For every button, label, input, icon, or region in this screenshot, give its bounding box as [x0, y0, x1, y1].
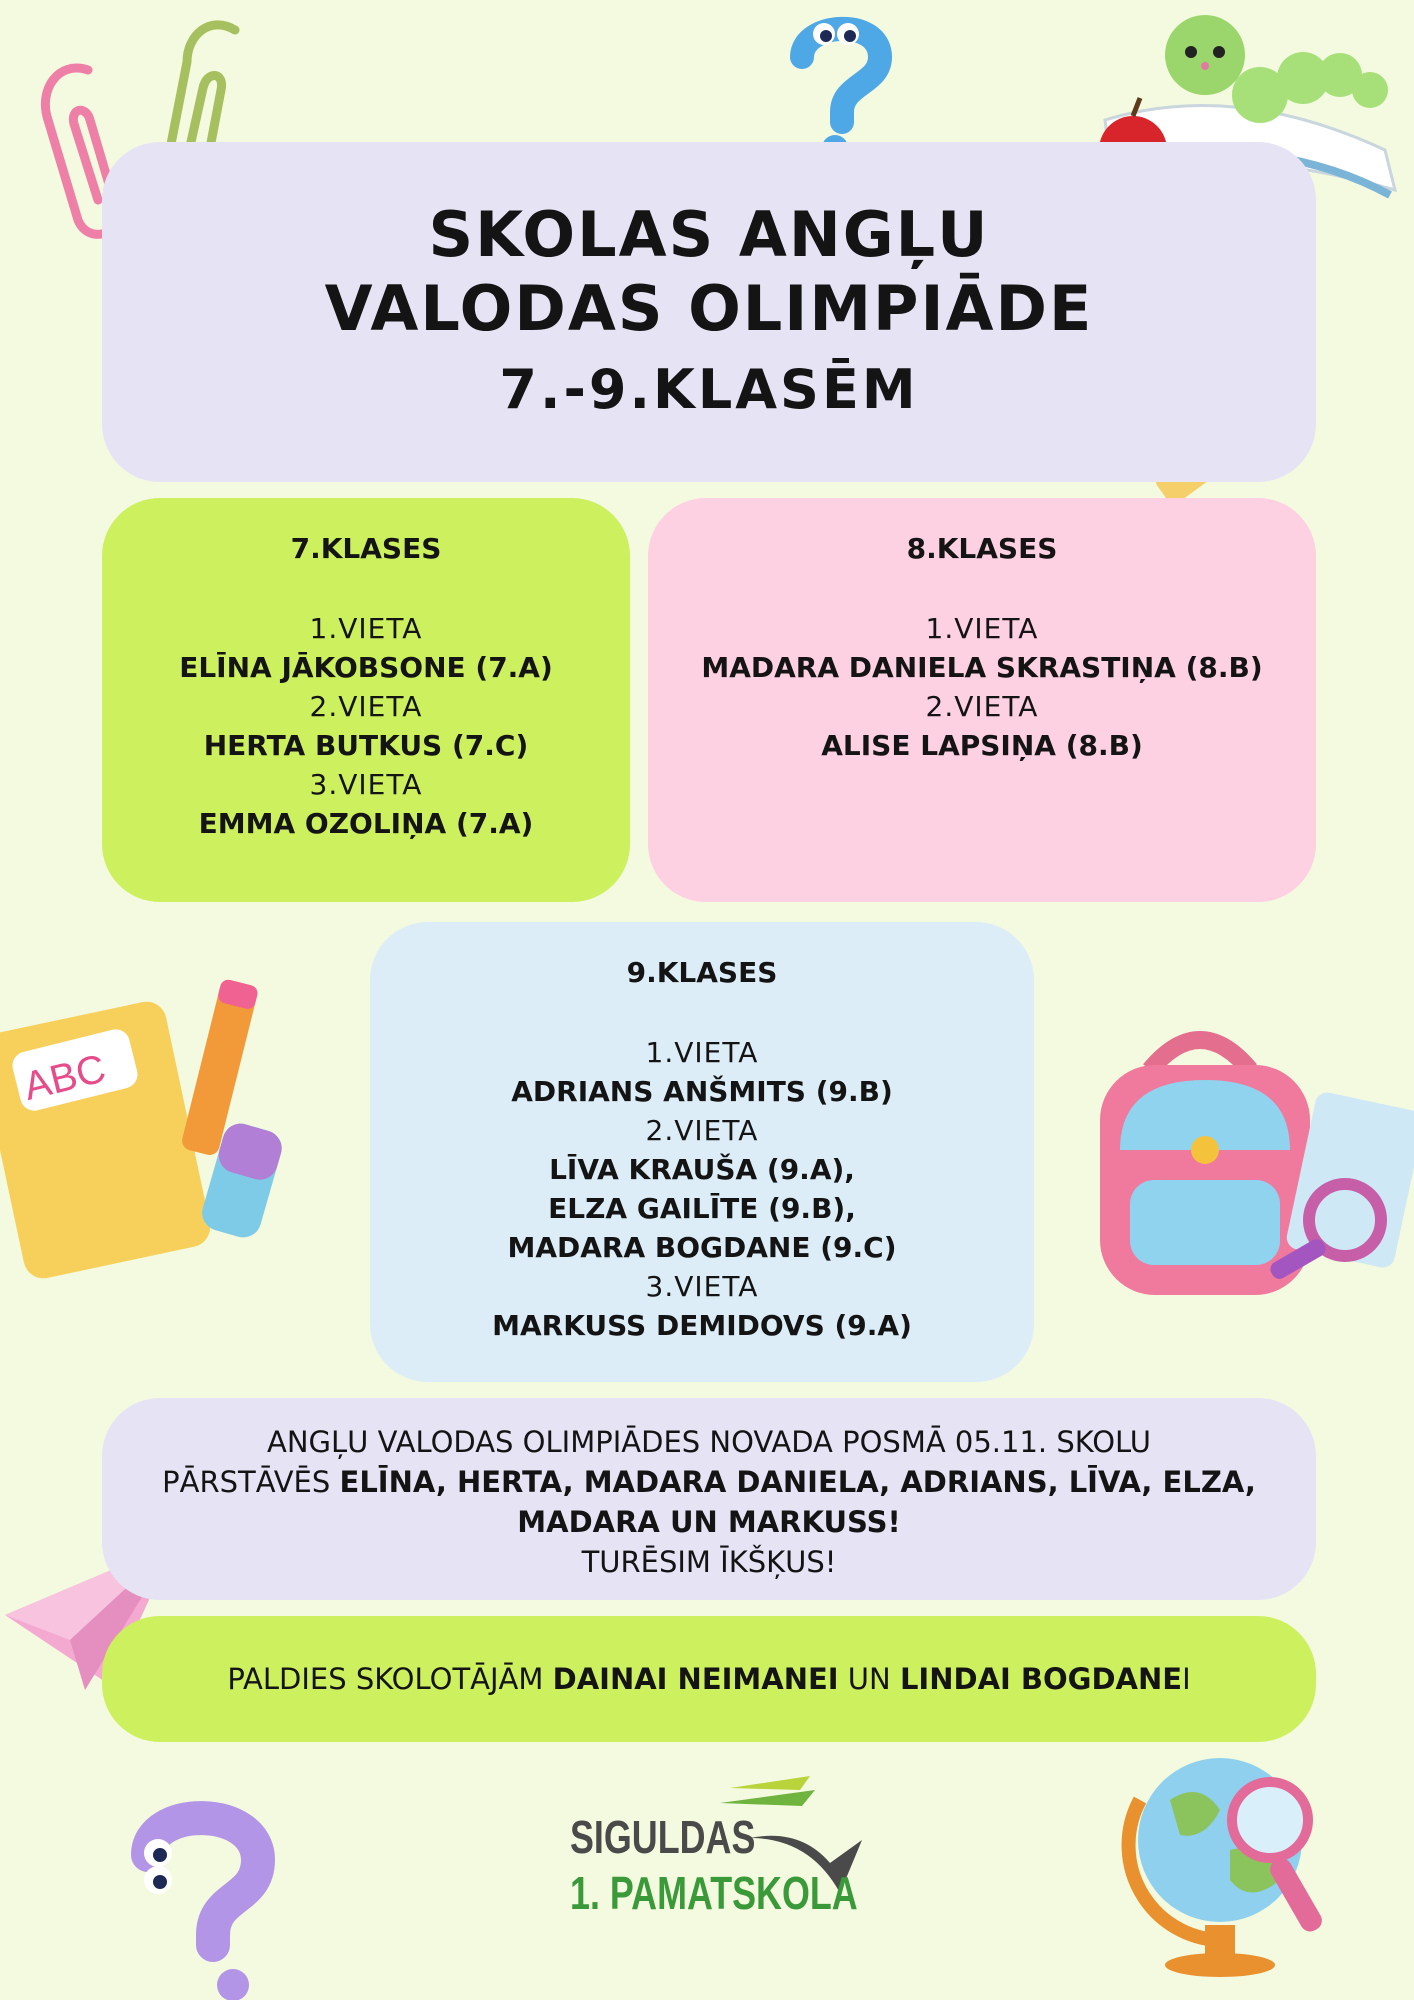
grade-9-card [370, 922, 1034, 1382]
school-logo-line-1: SIGULDAS [570, 1811, 756, 1863]
notice-line [102, 1462, 1316, 1502]
grade-9-heading: 9.KLASES [626, 956, 778, 989]
notice-line: ANGĻU VALODAS OLIMPIĀDES NOVADA POSMĀ 05.11. SKOLU [267, 1425, 1151, 1459]
notice-card [102, 1398, 1316, 1600]
abc-notebook-icon [0, 970, 290, 1300]
page-subtitle: 7.-9.KLASĒM [499, 358, 919, 421]
winner-name: LĪVA KRAUŠA (9.A), [549, 1153, 855, 1186]
place-label: 1.VIETA [645, 1036, 759, 1069]
teacher-name: DAINAI NEIMANEI [552, 1662, 839, 1696]
representatives-list: ELĪNA, HERTA, MADARA DANIELA, ADRIANS, LĪVA, ELZA, [339, 1465, 1256, 1499]
grade-8-card [648, 498, 1316, 902]
place-label: 1.VIETA [309, 612, 423, 645]
grade-7-heading: 7.KLASES [290, 532, 442, 565]
representatives-list-end: MADARA UN MARKUSS! [517, 1505, 901, 1539]
winner-name: MARKUSS DEMIDOVS (9.A) [492, 1309, 912, 1342]
place-label: 3.VIETA [309, 768, 423, 801]
teacher-name: LINDAI BOGDANE [899, 1662, 1183, 1696]
title-card [102, 142, 1316, 482]
winner-name: HERTA BUTKUS (7.C) [203, 729, 529, 762]
winner-name: ADRIANS ANŠMITS (9.B) [511, 1075, 893, 1108]
notice-line [102, 1502, 1316, 1542]
grade-7-card [102, 498, 630, 902]
thanks-text: I [1182, 1662, 1191, 1696]
thanks-text: UN [838, 1662, 900, 1696]
thanks-card [102, 1616, 1316, 1742]
winner-name: ELZA GAILĪTE (9.B), [548, 1192, 856, 1225]
globe-icon [1110, 1720, 1350, 1980]
winner-name: ELĪNA JĀKOBSONE (7.A) [179, 651, 553, 684]
page-title-line-2: VALODAS OLIMPIĀDE [324, 272, 1094, 345]
grade-8-heading: 8.KLASES [906, 532, 1058, 565]
winner-name: MADARA DANIELA SKRASTIŅA (8.B) [701, 651, 1263, 684]
winner-name: MADARA BOGDANE (9.C) [507, 1231, 897, 1264]
winner-name: EMMA OZOLIŅA (7.A) [198, 807, 534, 840]
page-title-line-1: SKOLAS ANGĻU [428, 198, 990, 271]
notice-line: TURĒSIM ĪKŠĶUS! [581, 1545, 837, 1579]
place-label: 2.VIETA [645, 1114, 759, 1147]
place-label: 2.VIETA [925, 690, 1039, 723]
question-mark-icon [780, 12, 900, 162]
question-mark-icon [118, 1795, 288, 2000]
school-logo-line-2: 1. PAMATSKOLA [570, 1867, 858, 1919]
backpack-icon [1090, 1010, 1414, 1310]
place-label: 2.VIETA [309, 690, 423, 723]
place-label: 1.VIETA [925, 612, 1039, 645]
abc-label: ABC [19, 1046, 110, 1110]
thanks-text: PALDIES SKOLOTĀJĀM [227, 1662, 553, 1696]
notice-text: PĀRSTĀVĒS [162, 1465, 340, 1499]
place-label: 3.VIETA [645, 1270, 759, 1303]
winner-name: ALISE LAPSIŅA (8.B) [821, 729, 1143, 762]
